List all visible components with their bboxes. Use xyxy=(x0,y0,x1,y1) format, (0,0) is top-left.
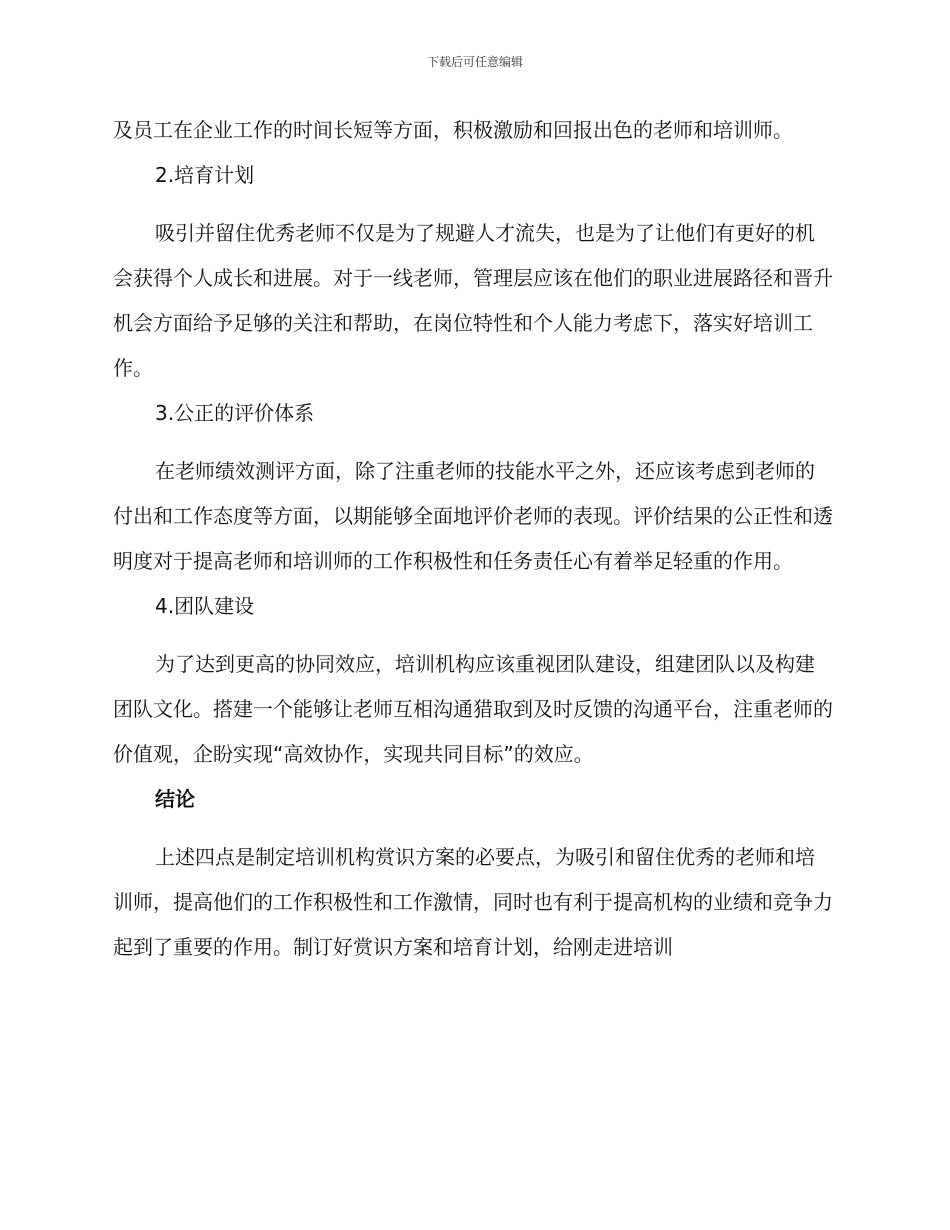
paragraph-continuation: 及员工在企业工作的时间长短等方面，积极激励和回报出色的老师和培训师。 xyxy=(113,118,793,142)
section-heading-4: 4.团队建设 xyxy=(155,594,255,618)
paragraph-training-plan: 吸引并留住优秀老师不仅是为了规避人才流失，也是为了让他们有更好的机会获得个人成长和进展。对于一线老师，管理层应该在他们的职业进展路径和晋升机会方面给予足够的关注和帮助，在岗位特性和个人能力考虑下，落实好培训工作。 xyxy=(113,221,833,380)
page-header: 下载后可任意编辑 xyxy=(426,55,523,69)
section-heading-2: 2.培育计划 xyxy=(155,163,255,187)
paragraph-conclusion: 上述四点是制定培训机构赏识方案的必要点，为吸引和留住优秀的老师和培训师，提高他们的工作积极性和工作激情，同时也有利于提高机构的业绩和竞争力起到了重要的作用。制订好赏识方案和培育计划，给刚走进培训 xyxy=(113,845,833,959)
document-body xyxy=(113,108,833,970)
paragraph-team-building: 为了达到更高的协同效应，培训机构应该重视团队建设，组建团队以及构建团队文化。搭建一个能够让老师互相沟通猎取到及时反馈的沟通平台，注重老师的价值观，企盼实现“高效协作，实现共同目标”的效应。 xyxy=(113,652,833,766)
section-heading-3: 3.公正的评价体系 xyxy=(155,401,315,425)
paragraph-evaluation-system: 在老师绩效测评方面，除了注重老师的技能水平之外，还应该考虑到老师的付出和工作态度等方面，以期能够全面地评价老师的表现。评价结果的公正性和透明度对于提高老师和培训师的工作积极性和任务责任心有着举足轻重的作用。 xyxy=(113,459,833,573)
conclusion-heading: 结论 xyxy=(155,787,195,811)
